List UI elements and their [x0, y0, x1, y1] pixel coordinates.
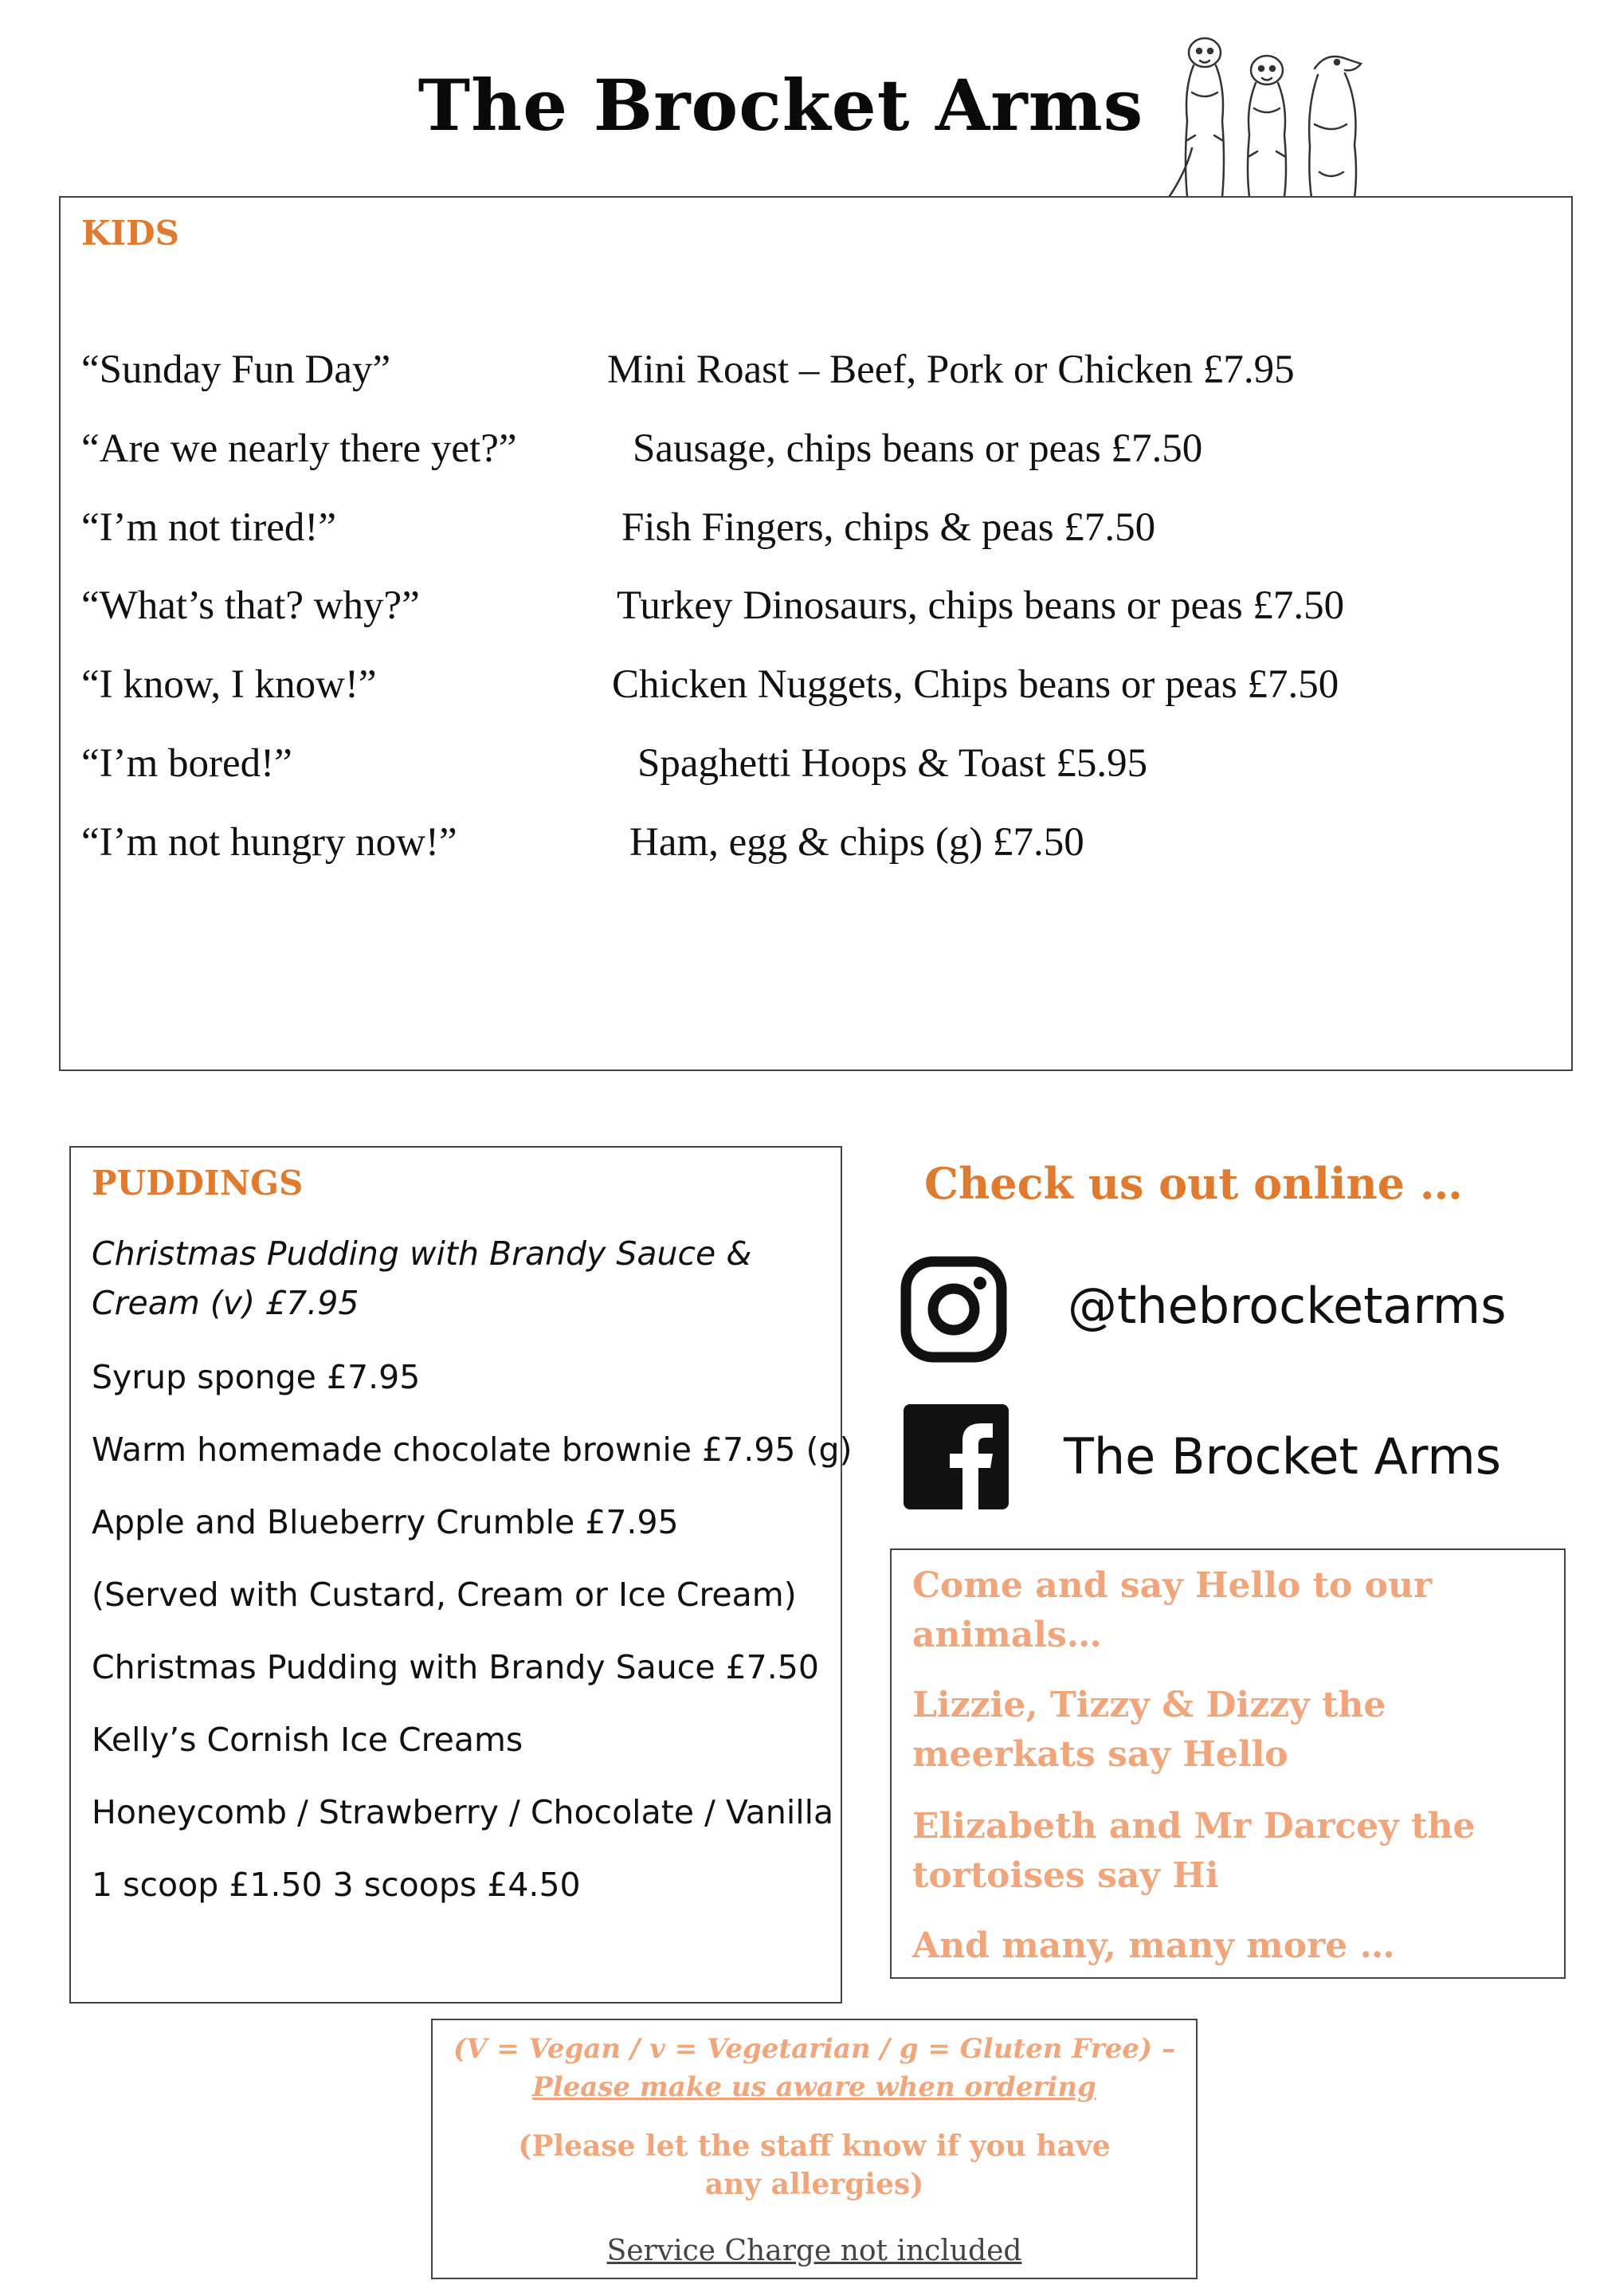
pudding-item: 1 scoop £1.50 3 scoops £4.50	[92, 1866, 581, 1904]
pudding-item: Warm homemade chocolate brownie £7.95 (g)	[92, 1431, 853, 1469]
kids-dish: Fish Fingers, chips & peas £7.50	[621, 505, 1156, 550]
kids-quote: “Sunday Fun Day”	[81, 347, 391, 392]
meerkats-illustration	[1155, 29, 1386, 199]
dietary-notes-section	[431, 2019, 1198, 2279]
service-charge-note: Service Charge not included	[606, 2235, 1022, 2267]
kids-quote: “Are we nearly there yet?”	[81, 426, 517, 471]
kids-quote: “I’m not tired!”	[81, 505, 337, 550]
pudding-item: Christmas Pudding with Brandy Sauce & Cream (v) £7.95	[92, 1234, 752, 1322]
kids-quote: “What’s that? why?”	[81, 583, 420, 628]
kids-dish: Ham, egg & chips (g) £7.50	[629, 820, 1084, 865]
animals-meerkats: Lizzie, Tizzy & Dizzy the meerkats say Hello	[912, 1685, 1386, 1775]
allergies-note: (Please let the staff know if you have any allergies)	[518, 2129, 1111, 2201]
instagram-icon[interactable]	[900, 1256, 1007, 1363]
kids-dish: Mini Roast – Beef, Pork or Chicken £7.95	[607, 347, 1295, 392]
kids-quote: “I know, I know!”	[81, 662, 377, 707]
facebook-icon[interactable]	[904, 1404, 1009, 1509]
animals-more: And many, many more …	[912, 1925, 1395, 1966]
instagram-handle[interactable]: @thebrocketarms	[1068, 1277, 1507, 1335]
pudding-item: Kelly’s Cornish Ice Creams	[92, 1721, 523, 1759]
dietary-key: (V = Vegan / v = Vegetarian / g = Gluten Free) –	[453, 2033, 1175, 2065]
kids-heading: KIDS	[81, 214, 179, 253]
kids-dish: Turkey Dinosaurs, chips beans or peas £7.50	[617, 583, 1345, 628]
animals-intro: Come and say Hello to our animals…	[912, 1565, 1433, 1655]
kids-quote: “I’m not hungry now!”	[81, 820, 457, 865]
kids-menu-section	[59, 196, 1573, 1071]
puddings-heading: PUDDINGS	[92, 1164, 304, 1203]
pudding-item: Apple and Blueberry Crumble £7.95	[92, 1503, 679, 1541]
kids-dish: Chicken Nuggets, Chips beans or peas £7.50	[612, 662, 1339, 707]
page-title: The Brocket Arms	[418, 64, 1144, 147]
kids-dish: Sausage, chips beans or peas £7.50	[633, 426, 1203, 471]
kids-quote: “I’m bored!”	[81, 741, 292, 786]
pudding-item: Syrup sponge £7.95	[92, 1358, 421, 1396]
animals-section	[890, 1548, 1566, 1979]
animals-tortoises: Elizabeth and Mr Darcey the tortoises say Hi	[912, 1806, 1476, 1896]
kids-dish: Spaghetti Hoops & Toast £5.95	[637, 741, 1148, 786]
order-awareness-note: Please make us aware when ordering	[532, 2071, 1096, 2103]
pudding-item: (Served with Custard, Cream or Ice Cream)	[92, 1576, 797, 1614]
facebook-name[interactable]: The Brocket Arms	[1064, 1427, 1502, 1486]
puddings-section	[69, 1146, 853, 2004]
online-heading: Check us out online …	[924, 1158, 1463, 1209]
pudding-item: Honeycomb / Strawberry / Chocolate / Vanilla	[92, 1793, 834, 1831]
pudding-item: Christmas Pudding with Brandy Sauce £7.50	[92, 1648, 819, 1686]
